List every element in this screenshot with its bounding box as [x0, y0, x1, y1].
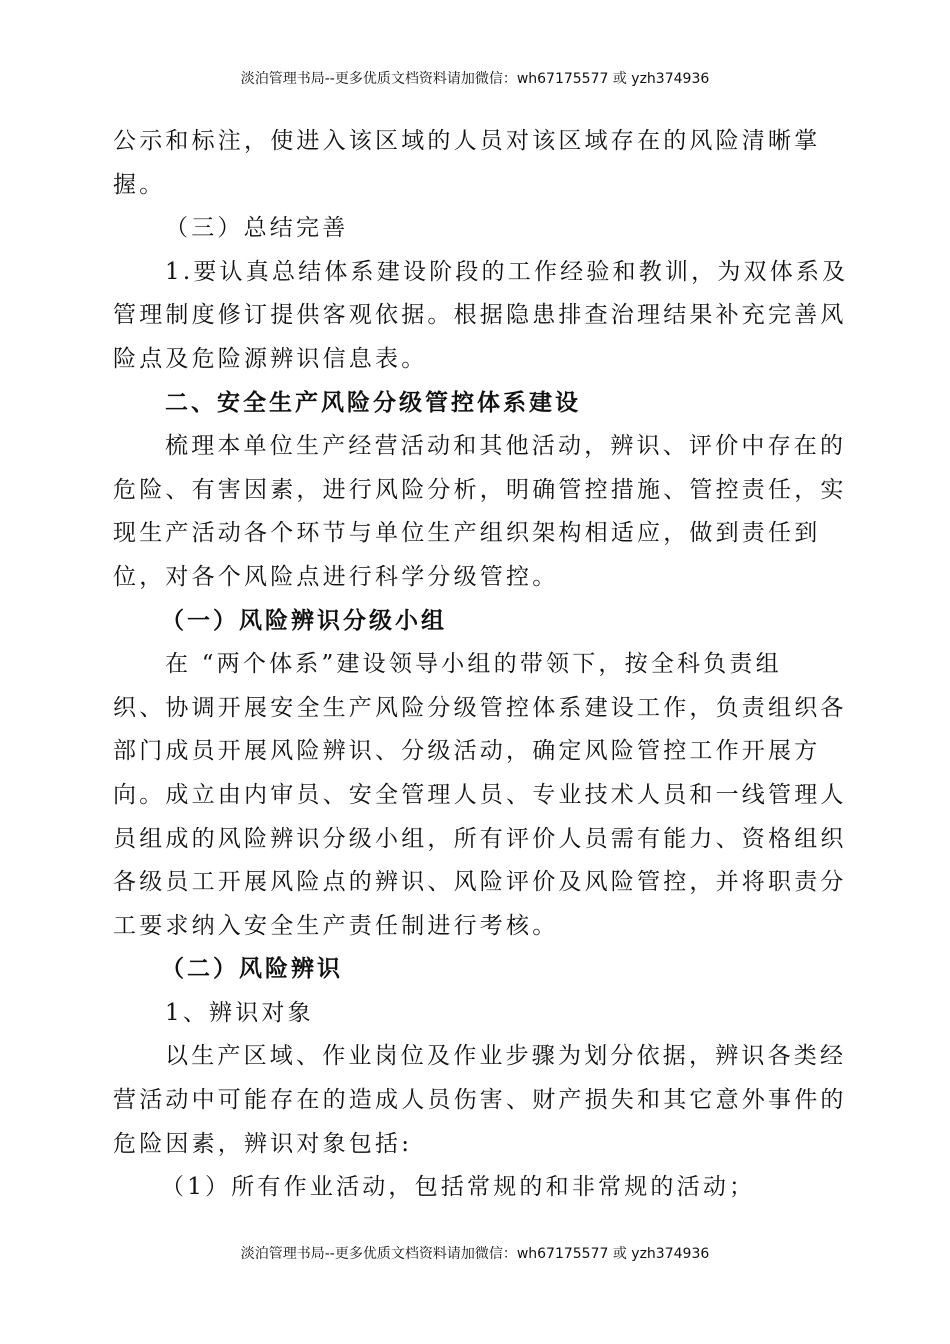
text-line: 在 “两个体系”建设领导小组的带领下，按全科负责组 [165, 651, 782, 678]
text-line: 现生产活动各个环节与单位生产组织架构相适应，做到责任到 [113, 520, 821, 547]
text-line: 营活动中可能存在的造成人员伤害、财产损失和其它意外事件的 [113, 1087, 847, 1114]
text-line: 危险、有害因素，进行风险分析，明确管控措施、管控责任，实 [113, 476, 847, 503]
page-footer: 淡泊管理书局--更多优质文档资料请加微信：wh67175577 或 yzh374936 [240, 1246, 710, 1262]
text-line: 管理制度修订提供客观依据。根据隐患排查治理结果补充完善风 [113, 302, 847, 329]
text-line: 公示和标注，使进入该区域的人员对该区域存在的风险清晰掌 [113, 128, 821, 154]
text-line: 危险因素，辨识对象包括: [113, 1130, 413, 1157]
subsection-heading: （三）总结完善 [165, 215, 349, 242]
text-line: 位，对各个风险点进行科学分级管控。 [113, 563, 559, 590]
text-line: 各级员工开展风险点的辨识、风险评价及风险管控，并将职责分 [113, 869, 847, 896]
text-line: 1.要认真总结体系建设阶段的工作经验和教训，为双体系及 [165, 258, 849, 285]
text-line: 1、辨识对象 [165, 999, 314, 1026]
text-line: 向。成立由内审员、安全管理人员、专业技术人员和一线管理人 [113, 781, 847, 808]
subsection-heading: （二）风险辨识 [161, 956, 343, 983]
page-header: 淡泊管理书局--更多优质文档资料请加微信：wh67175577 或 yzh374936 [240, 71, 710, 87]
text-line: 织、协调开展安全生产风险分级管控体系建设工作，负责组织各 [113, 694, 847, 721]
subsection-heading: （一）风险辨识分级小组 [161, 607, 447, 634]
text-line: 梳理本单位生产经营活动和其他活动，辨识、评价中存在的 [165, 433, 847, 460]
section-heading: 二、安全生产风险分级管控体系建设 [165, 389, 581, 416]
text-line: 部门成员开展风险辨识、分级活动，确定风险管控工作开展方 [113, 738, 821, 765]
text-line: 员组成的风险辨识分级小组，所有评价人员需有能力、资格组织 [113, 825, 847, 852]
text-line: （1）所有作业活动，包括常规的和非常规的活动； [161, 1174, 756, 1201]
text-line: 以生产区域、作业岗位及作业步骤为划分依据，辨识各类经 [165, 1043, 847, 1070]
text-line: 握。 [113, 171, 166, 198]
text-line: 险点及危险源辨识信息表。 [113, 345, 428, 372]
text-line: 工要求纳入安全生产责任制进行考核。 [113, 912, 559, 939]
document-body [113, 120, 849, 1210]
